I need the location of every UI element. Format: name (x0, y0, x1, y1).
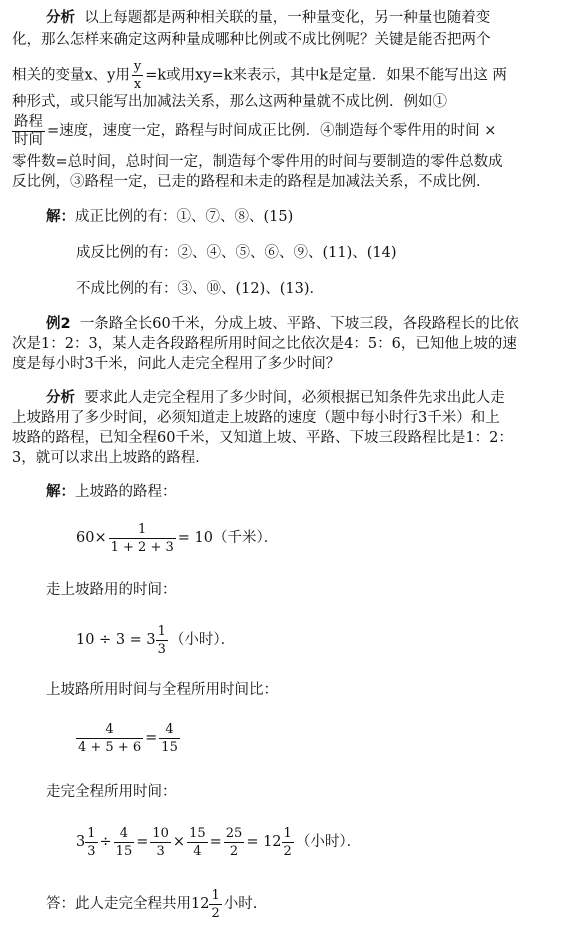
denominator: 时间 (14, 131, 43, 148)
fraction (76, 721, 143, 756)
numerator: y (133, 59, 142, 74)
analysis2-line3: 坡路的路程，已知全程60千米，又知道上坡、平路、下坡三段路程比是1：2： (12, 430, 513, 446)
text: 以上每题都是两种相关联的量，一种量变化，另一种量也随着变 (84, 10, 491, 26)
fraction-distance-over-time (12, 114, 45, 149)
fraction (282, 825, 294, 860)
fraction (156, 623, 168, 658)
eq-part: = (145, 730, 158, 746)
answer-text: 答：此人走完全程共用12 (46, 896, 210, 912)
text: 一条路全长60千米，分成上坡、平路、下坡三段，各段路程长的比依 (79, 316, 519, 332)
analysis-label: 分析 (46, 10, 75, 26)
denominator: 2 (283, 843, 292, 859)
eq-part: ÷ (99, 834, 112, 850)
eq-part: × (172, 834, 186, 850)
numerator: 路程 (14, 113, 43, 130)
eq-part: 10 ÷ 3 = 3 (76, 632, 156, 648)
numerator: 4 (76, 721, 143, 739)
numerator: 1 (211, 887, 220, 903)
numerator: 1 (157, 623, 166, 639)
denominator: 3 (87, 843, 96, 859)
example2-line1 (46, 314, 519, 334)
fraction (187, 825, 208, 860)
analysis1-line1 (46, 8, 490, 28)
equation-2 (76, 620, 235, 660)
fraction (159, 721, 180, 756)
solution-label: 解： (46, 209, 75, 225)
eq-part: = (136, 834, 149, 850)
numerator: 15 (189, 825, 206, 841)
denominator: 2 (229, 843, 239, 859)
analysis1-line2: 化，那么怎样来确定这两种量成哪种比例或不成比例呢？关键是能否把两个 (12, 32, 491, 48)
denominator: 1 + 2 + 3 (110, 539, 174, 555)
analysis1-line6: 零件数=总时间，总时间一定，制造每个零件用的时间与要制造的零件总数成 (12, 154, 503, 170)
denominator: 4 (193, 843, 202, 859)
eq-part: = 10（千米）． (177, 530, 279, 546)
solution-label: 解： (46, 484, 75, 500)
equation-3 (76, 716, 182, 760)
denominator: 15 (161, 739, 178, 755)
denominator: 4 + 5 + 6 (78, 739, 142, 755)
analysis2-line4: 3，就可以求出上坡路的路程． (12, 450, 210, 466)
solution2-step2-title: 走上坡路用的时间： (46, 582, 177, 598)
numerator: 25 (225, 825, 243, 841)
text: 上坡路的路程： (75, 484, 177, 500)
fraction (224, 825, 245, 860)
equation-4 (76, 820, 361, 864)
eq-part: 60× (76, 530, 107, 546)
solution2-step4-title: 走完全程所用时间： (46, 784, 177, 800)
analysis2-line1 (46, 388, 505, 408)
numerator: 10 (152, 825, 169, 841)
analysis1-line7: 反比例，③路程一定，已走的路程和未走的路程是加减法关系，不成比例． (12, 174, 491, 190)
numerator: 1 (109, 521, 176, 539)
analysis1-line3 (12, 58, 507, 93)
example-label: 例2 (46, 316, 71, 332)
denominator: x (133, 77, 142, 92)
denominator: 3 (157, 641, 166, 657)
answer-text: 小时. (223, 896, 258, 912)
text: 成正比例的有：①、⑦、⑧、(15) (75, 209, 294, 225)
eq-part: = 12 (246, 834, 282, 850)
answer (46, 884, 257, 924)
fraction (114, 825, 135, 860)
eq-part: 3 (76, 834, 86, 850)
eq-part: （小时）． (169, 632, 236, 648)
solution1-inverse: 成反比例的有：②、④、⑤、⑥、⑨、(11)、(14) (76, 245, 397, 261)
numerator: 1 (87, 825, 96, 841)
text: =速度，速度一定，路程与时间成正比例．④制造每个零件用的时间 × (47, 123, 497, 139)
numerator: 4 (159, 721, 180, 739)
solution2-step3-title: 上坡路所用时间与全程所用时间比： (46, 682, 278, 698)
fraction (109, 521, 176, 556)
text: 要求此人走完全程用了多少时间，必须根据已知条件先求出此人走 (84, 390, 505, 406)
numerator: 4 (114, 825, 135, 843)
eq-part: （小时）． (295, 834, 362, 850)
denominator: 15 (115, 843, 133, 859)
fraction-y-over-x (132, 58, 143, 93)
denominator: 3 (156, 843, 165, 859)
text: 相关的变量x、y用 (12, 67, 130, 84)
fraction (85, 825, 97, 860)
equation-1 (76, 518, 278, 558)
denominator: 2 (211, 905, 220, 921)
analysis2-line2: 上坡路用了多少时间，必须知道走上坡路的速度（题中每小时行3千米）和上 (12, 410, 500, 426)
numerator: 1 (283, 825, 292, 841)
solution1-direct (46, 207, 293, 227)
fraction (209, 887, 221, 922)
example2-line2: 次是1：2：3，某人走各段路程所用时间之比依次是4：5：6，已知他上坡的速 (12, 336, 517, 352)
example2-line3: 度是每小时3千米，问此人走完全程用了多少时间？ (12, 356, 341, 372)
text: =k或用xy=k来表示，其中k是定量．如果不能写出这 两 (145, 67, 507, 84)
fraction (150, 825, 171, 860)
analysis-label: 分析 (46, 390, 75, 406)
solution2-step1-title (46, 482, 177, 502)
solution1-none: 不成比例的有：③、⑩、(12)、(13)． (76, 281, 325, 297)
eq-part: = (209, 834, 222, 850)
analysis1-line5 (12, 112, 496, 150)
analysis1-line4: 种形式，或只能写出加减法关系，那么这两种量就不成比例．例如① (12, 94, 447, 110)
